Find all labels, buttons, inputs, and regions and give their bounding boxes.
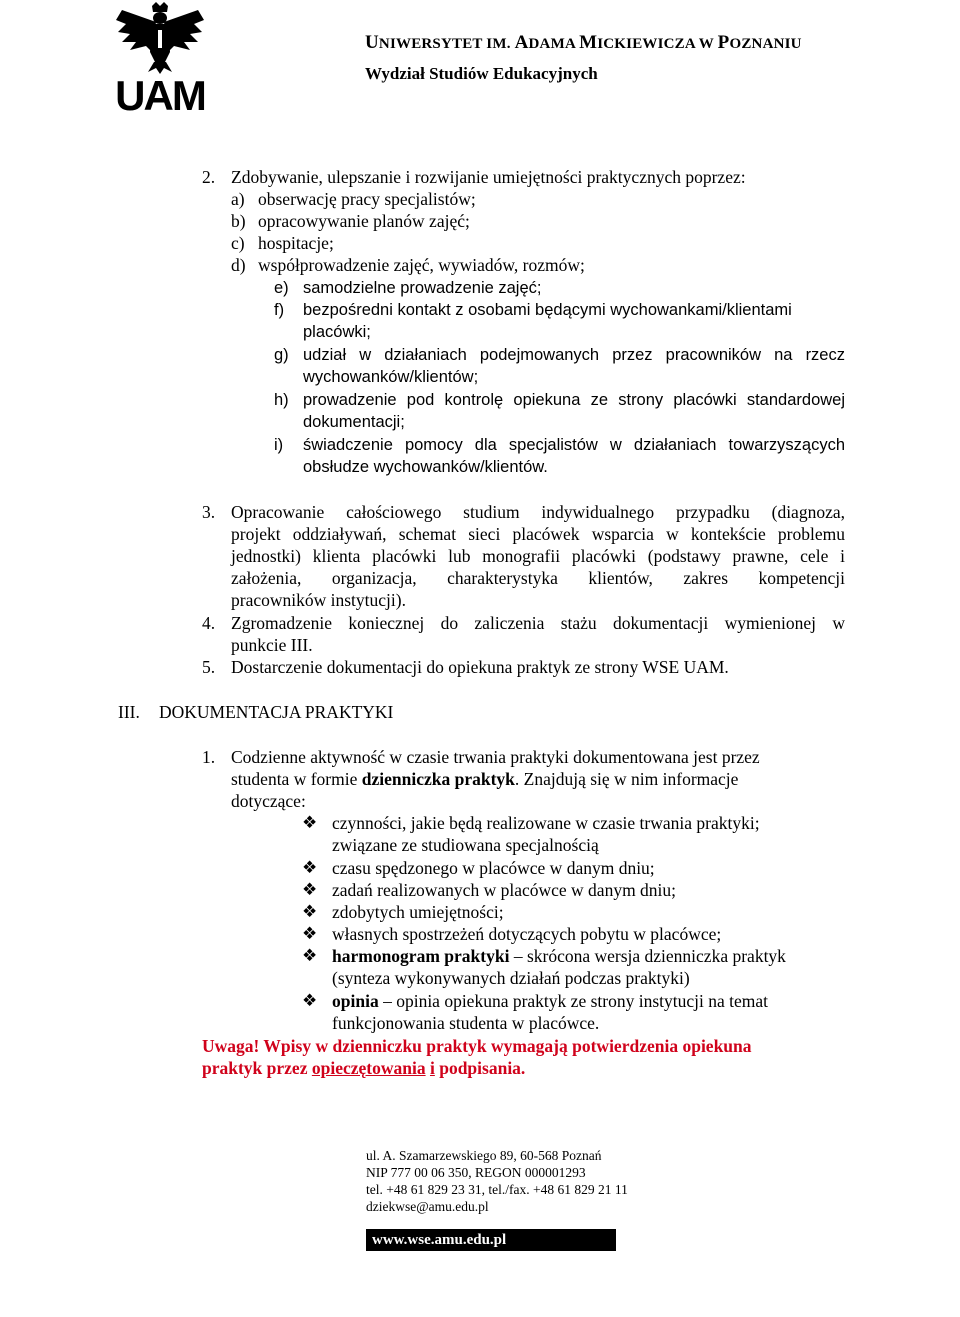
list-item: samodzielne prowadzenie zajęć; xyxy=(303,279,542,297)
bullet-item: czasu spędzonego w placówce w danym dniu; xyxy=(332,858,655,878)
list-item: udział w działaniach podejmowanych przez pracowników na rzecz xyxy=(303,346,845,364)
footer-nip: NIP 777 00 06 350, REGON 000001293 xyxy=(366,1165,586,1180)
section4-number: 4. xyxy=(202,613,216,633)
bullet-item: zadań realizowanych w placówce w danym dniu; xyxy=(332,880,677,900)
warning-line: Uwaga! Wpisy w dzienniczku praktyk wymagają potwierdzenia opiekuna xyxy=(202,1036,752,1056)
doc1-number: 1. xyxy=(202,747,216,767)
chapter-roman: III. xyxy=(118,702,140,722)
list-item-letter: a) xyxy=(231,189,245,209)
department-name: Wydział Studiów Edukacyjnych xyxy=(365,64,598,83)
diamond-bullet-icon: ❖ xyxy=(302,880,318,899)
footer-website-link[interactable]: www.wse.amu.edu.pl xyxy=(366,1229,616,1251)
logo-text: UAM xyxy=(115,72,205,119)
university-name: UNIWERSYTET IM. ADAMA MICKIEWICZA W POZNANIU xyxy=(365,32,802,53)
section4-line: Zgromadzenie koniecznej do zaliczenia stażu dokumentacji wymienionej w xyxy=(231,613,845,633)
diamond-bullet-icon: ❖ xyxy=(302,991,318,1010)
list-item-letter: c) xyxy=(231,233,245,253)
list-item-letter: h) xyxy=(274,391,289,409)
uam-logo xyxy=(112,2,208,122)
list-item: obserwację pracy specjalistów; xyxy=(258,189,476,209)
list-item: opracowywanie planów zajęć; xyxy=(258,211,470,231)
list-item-letter: g) xyxy=(274,346,289,364)
diamond-bullet-icon: ❖ xyxy=(302,924,318,943)
dzienniczek-bold: dzienniczka praktyk xyxy=(361,769,515,789)
section3-line: jednostki) klienta placówki lub monografii placówki (podstawy prawne, cele i xyxy=(231,546,845,566)
list-item-continuation: placówki; xyxy=(303,323,371,341)
section3-line: projekt oddziaływań, schemat sieci placówek wsparcia w kontekście problemu xyxy=(231,524,845,544)
diamond-bullet-icon: ❖ xyxy=(302,902,318,921)
bullet-item-continuation: funkcjonowania studenta w placówce. xyxy=(332,1013,600,1033)
section2-intro: Zdobywanie, ulepszanie i rozwijanie umiejętności praktycznych poprzez: xyxy=(231,167,746,187)
section5-text: Dostarczenie dokumentacji do opiekuna praktyk ze strony WSE UAM. xyxy=(231,657,729,677)
section5-number: 5. xyxy=(202,657,216,677)
footer-email[interactable]: dziekwse@amu.edu.pl xyxy=(366,1199,489,1214)
list-item: hospitacje; xyxy=(258,233,334,253)
section3-line: założenia, organizacja, charakterystyka klientów, zakres kompetencji xyxy=(231,568,845,588)
bullet-item: czynności, jakie będą realizowane w czasie trwania praktyki; xyxy=(332,813,760,833)
list-item-continuation: obsłudze wychowanków/klientów. xyxy=(303,458,548,476)
diamond-bullet-icon: ❖ xyxy=(302,946,318,965)
doc1-line: dotyczące: xyxy=(231,791,306,811)
diamond-bullet-icon: ❖ xyxy=(302,858,318,877)
list-item: bezpośredni kontakt z osobami będącymi wychowankami/klientami xyxy=(303,301,792,319)
diamond-bullet-icon: ❖ xyxy=(302,813,318,832)
warning-line: praktyk przez opieczętowania i podpisania. xyxy=(202,1058,526,1078)
footer-address: ul. A. Szamarzewskiego 89, 60-568 Poznań xyxy=(366,1148,602,1163)
section4-line: punkcie III. xyxy=(231,635,313,655)
list-item-letter: f) xyxy=(274,301,285,319)
list-item: prowadzenie pod kontrolę opiekuna ze strony placówki standardowej xyxy=(303,391,845,409)
footer-phone: tel. +48 61 829 23 31, tel./fax. +48 61 829 21 11 xyxy=(366,1182,628,1197)
section3-number: 3. xyxy=(202,502,216,522)
bullet-item-continuation: związane ze studiowana specjalnością xyxy=(332,835,599,855)
bullet-item: zdobytych umiejętności; xyxy=(332,902,504,922)
section3-line: Opracowanie całościowego studium indywidualnego przypadku (diagnoza, xyxy=(231,502,845,522)
list-item-continuation: dokumentacji; xyxy=(303,413,405,431)
bullet-item: własnych spostrzeżeń dotyczących pobytu w placówce; xyxy=(332,924,722,944)
section3-line: pracowników instytucji). xyxy=(231,590,406,610)
bullet-item-harmonogram: harmonogram praktyki – skrócona wersja dzienniczka praktyk xyxy=(332,946,786,966)
list-item-letter: b) xyxy=(231,211,246,231)
list-item-letter: i) xyxy=(274,436,284,454)
list-item: współprowadzenie zajęć, wywiadów, rozmów; xyxy=(258,255,585,275)
list-item-continuation: wychowanków/klientów; xyxy=(303,368,479,386)
list-item: świadczenie pomocy dla specjalistów w działaniach towarzyszących xyxy=(303,436,845,454)
section2-number: 2. xyxy=(202,167,216,187)
bullet-item-opinia: opinia – opinia opiekuna praktyk ze strony instytucji na temat xyxy=(332,991,768,1011)
doc1-line: Codzienne aktywność w czasie trwania praktyki dokumentowana jest przez xyxy=(231,747,760,767)
chapter-title: DOKUMENTACJA PRAKTYKI xyxy=(159,702,394,722)
doc1-line: studenta w formie dzienniczka praktyk. Znajdują się w nim informacje xyxy=(231,769,739,789)
bullet-item-continuation: (synteza wykonywanych działań podczas praktyki) xyxy=(332,968,690,988)
list-item-letter: d) xyxy=(231,255,246,275)
list-item-letter: e) xyxy=(274,279,289,297)
